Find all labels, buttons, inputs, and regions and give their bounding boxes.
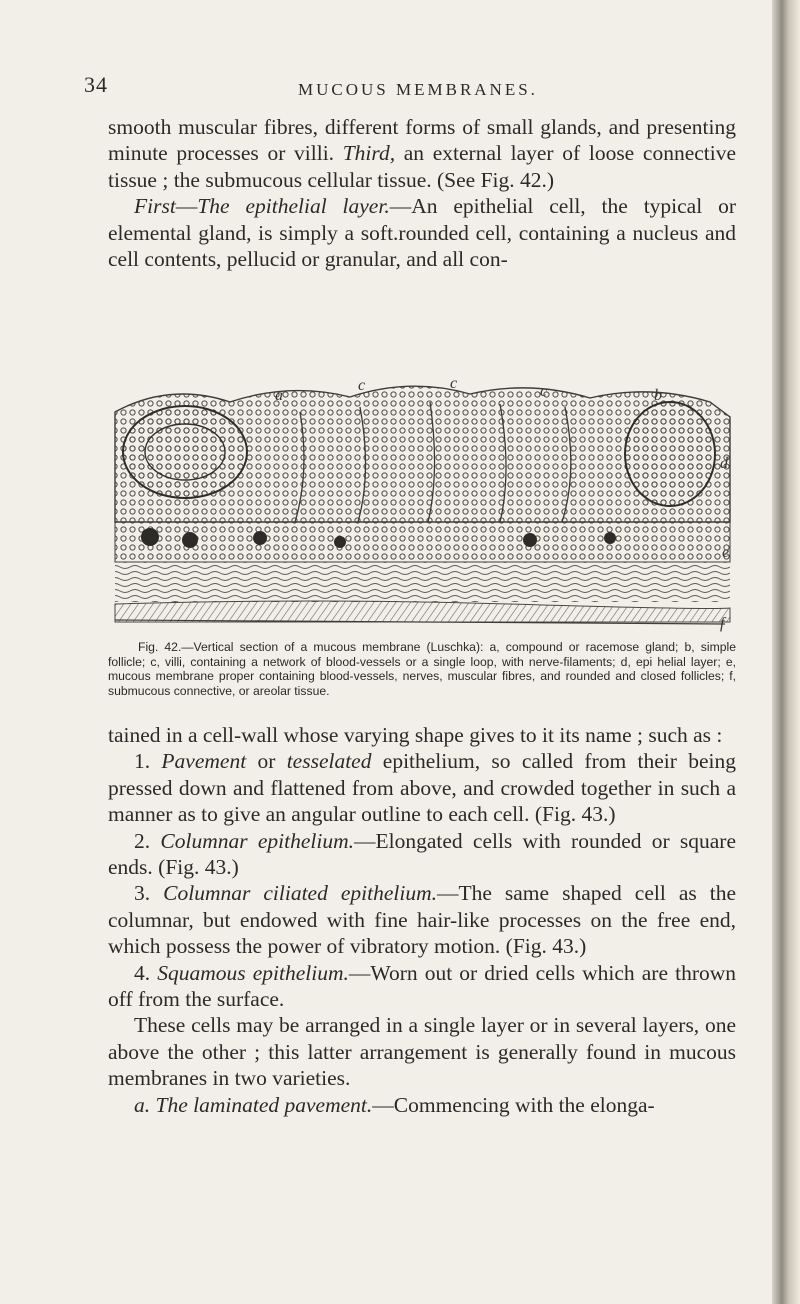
paragraph-continuation: smooth muscular fibres, different forms of small glands, and presenting minute processes or villi. Third, an external layer of loose connective tissue ; the submucous cellular tissue. (See Fig. 42.) (108, 115, 737, 192)
figure-label-d: d (720, 455, 728, 472)
figure-42-engraving (110, 372, 736, 634)
submucous-tissue-layer (115, 562, 730, 602)
figure-caption (108, 640, 736, 698)
figure-label-f: f (720, 615, 725, 632)
compound-gland-shape (123, 406, 247, 498)
mucous-membrane-illustration (110, 372, 736, 634)
list-item-columnar: 2. Columnar epithelium.—Elongated cells with rounded or square ends. (Fig. 43.) (108, 828, 737, 880)
body-text (108, 722, 736, 1118)
figure-label-c: c (358, 377, 366, 394)
paragraph-epithelial-layer: First—The epithelial layer.—An epithelial cell, the typical or elemental gland, is simply a soft.rounded cell, containing a nucleus and cell contents, pellucid or granular, and all con- (108, 194, 736, 272)
figure-caption-text: Fig. 42.—Vertical section of a mucous membrane (Luschka): a, compound or racemose gland; b, simple follicle; c, villi, containing a network of blood-vessels or a single loop, with nerve-filaments; d, epi helial layer; e, mucous membrane proper containing blood-vessels, nerves, muscular fibres, and rounded and closed follicles; f, submucous connective, or areolar tissue. (108, 640, 736, 698)
figure-label-c: c (450, 375, 458, 392)
figure-label-c: c (540, 383, 548, 400)
list-item-pavement: 1. Pavement or tesselated epithelium, so called from their being pressed down and flattened from above, and crowded together in such a manner as to give an angular outline to each cell. (Fig. 43.) (108, 749, 736, 827)
paragraph-laminated-pavement: a. The laminated pavement.—Commencing with the elonga- (134, 1092, 655, 1117)
paragraph-these-cells: These cells may be arranged in a single layer or in several layers, one above the other ; this latter arrangement is generally found in mucous membranes in two varieties. (108, 1013, 736, 1091)
figure-label-a: a (275, 387, 283, 404)
list-item-squamous: 4. Squamous epithelium.—Worn out or dried cells which are thrown off from the surface. (108, 960, 737, 1012)
running-head: MUCOUS MEMBRANES. (298, 80, 538, 99)
simple-follicle-shape (625, 402, 715, 506)
page-number: 34 (84, 72, 108, 97)
page-edge-shadow (772, 0, 800, 1304)
paragraph-cell-wall: tained in a cell-wall whose varying shape gives to it its name ; such as : (108, 723, 723, 747)
top-text (108, 114, 736, 272)
list-item-columnar-ciliated: 3. Columnar ciliated epithelium.—The same shaped cell as the columnar, but endowed with fine hair-like processes on the free end, which possess the power of vibratory motion. (Fig. 43.) (108, 881, 737, 959)
figure-label-b: b (654, 387, 662, 404)
mucous-membrane-layer (115, 522, 730, 562)
figure-label-e: e (722, 544, 730, 561)
